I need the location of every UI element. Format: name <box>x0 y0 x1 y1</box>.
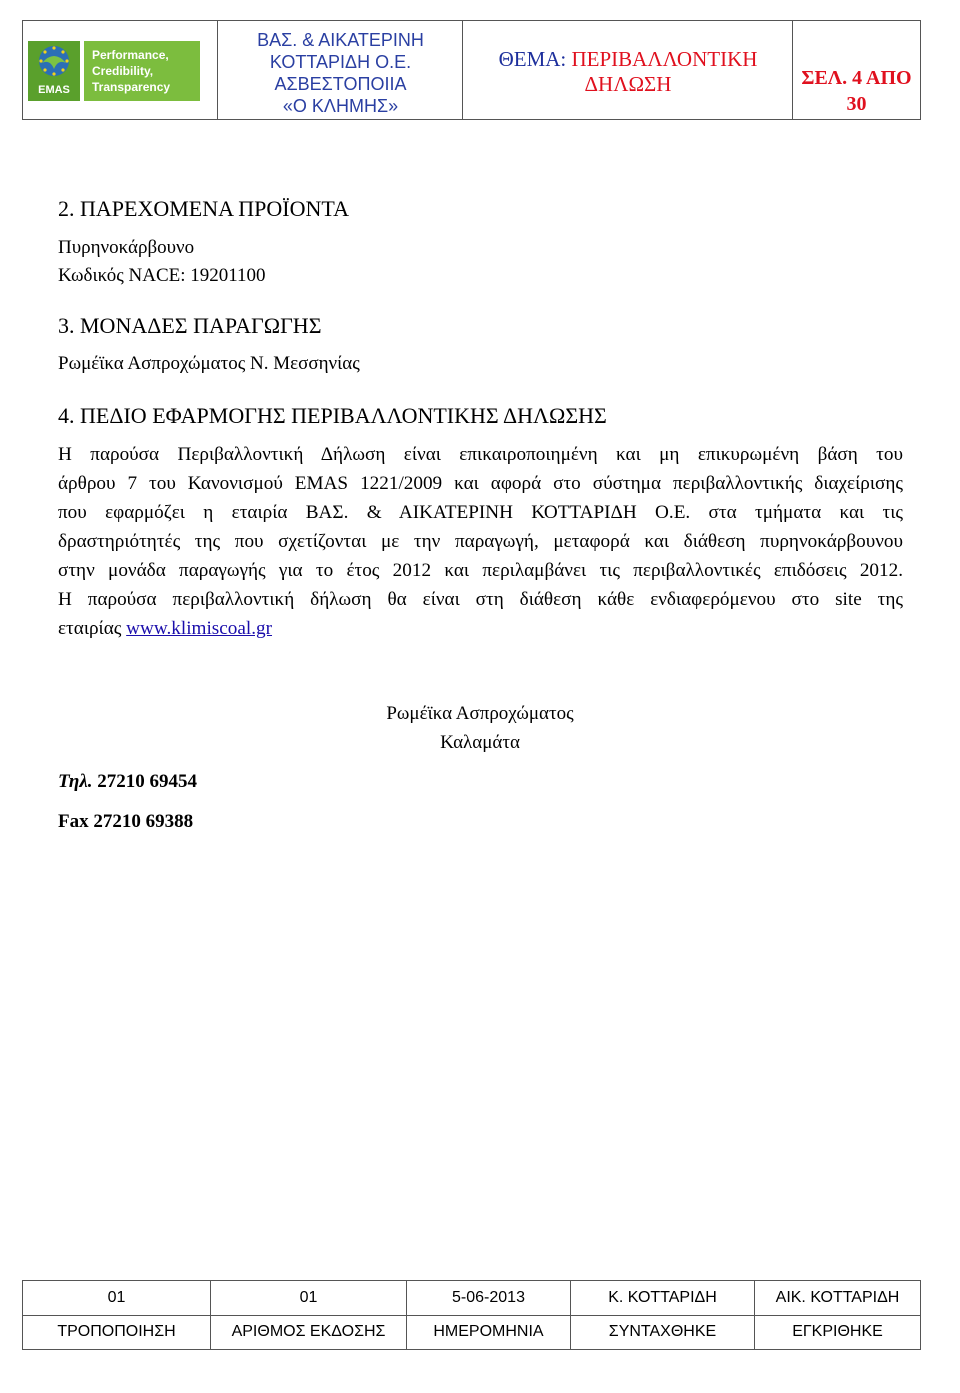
footer-modification-value: 01 <box>23 1281 211 1315</box>
footer-values-row <box>23 1281 920 1316</box>
location-line-1: Ρωμέϊκα Ασπροχώματος <box>386 703 574 724</box>
document-theme <box>463 47 793 97</box>
footer-date-label: ΗΜΕΡΟΜΗΝΙΑ <box>407 1315 571 1349</box>
footer-labels-row <box>23 1315 920 1349</box>
location-line-2: Καλαμάτα <box>440 732 520 753</box>
paragraph-link-prefix: εταιρίας <box>58 618 127 639</box>
page-cell <box>793 21 920 119</box>
telephone-label: Τηλ. <box>58 771 93 792</box>
page-line-1: ΣΕΛ. 4 ΑΠΟ <box>801 67 912 89</box>
footer-author-value: Κ. ΚΟΤΤΑΡΙΔΗ <box>571 1281 755 1315</box>
logo-tagline-3: Transparency <box>92 80 171 94</box>
section-2-nace: Κωδικός NACE: 19201100 <box>58 265 266 286</box>
paragraph-line: που εφαρμόζει η εταιρία ΒΑΣ. & ΑΙΚΑΤΕΡΙΝΗ ΚΟΤΤΑΡΙΔΗ Ο.Ε. στα τμήματα και τις <box>58 502 903 523</box>
footer-approver-value: ΑΙΚ. ΚΟΤΤΑΡΙΔΗ <box>775 1289 900 1306</box>
emas-logo <box>28 39 200 103</box>
section-3-title: 3. ΜΟΝΑΔΕΣ ΠΑΡΑΓΩΓΗΣ <box>58 313 322 338</box>
company-line-1: ΒΑΣ. & ΑΙΚΑΤΕΡΙΝΗ <box>257 30 424 50</box>
footer-date-value: 5-06-2013 <box>407 1281 571 1315</box>
paragraph-last-line <box>58 614 903 643</box>
page-line-2: 30 <box>846 93 867 115</box>
paragraph-line: άρθρου 7 του Κανονισμού EMAS 1221/2009 και αφορά στο σύστημα περιβαλλοντικής διαχείρισης <box>58 473 903 494</box>
footer-author-label: ΣΥΝΤΑΧΘΗΚΕ <box>571 1315 755 1349</box>
page-number <box>793 69 920 117</box>
company-line-4: «Ο ΚΛΗΜΗΣ» <box>282 96 399 116</box>
theme-value-1: ΠΕΡΙΒΑΛΛΟΝΤΙΚΗ <box>571 47 758 71</box>
footer-approver-label: ΕΓΚΡΙΘΗΚΕ <box>792 1323 883 1340</box>
theme-cell <box>463 21 793 119</box>
footer-issue-value: 01 <box>211 1281 407 1315</box>
section-2-title: 2. ΠΑΡΕΧΟΜΕΝΑ ΠΡΟΪΟΝΤΑ <box>58 196 349 221</box>
section-4-paragraph <box>58 440 903 643</box>
logo-cell <box>23 21 218 119</box>
paragraph-line: Η παρούσα περιβαλλοντική δήλωση θα είναι στη διάθεση κάθε ενδιαφερόμενου στο site της <box>58 589 903 610</box>
company-line-3: ΑΣΒΕΣΤΟΠΟΙΙΑ <box>274 74 407 94</box>
theme-label: ΘΕΜΑ: <box>498 47 567 71</box>
paragraph-line: στην μονάδα παραγωγής για το έτος 2012 και περιλαμβάνει τις περιβαλλοντικές επιδόσεις 2012. <box>58 560 903 581</box>
paragraph-line: δραστηριότητές της που σχετίζονται με την παραγωγή, μεταφορά και διάθεση πυρηνοκάρβουνου <box>58 531 903 552</box>
footer-modification-label: ΤΡΟΠΟΠΟΙΗΣΗ <box>23 1315 211 1349</box>
paragraph-line: Η παρούσα Περιβαλλοντική Δήλωση είναι επικαιροποιημένη και μη επικυρωμένη βάση του <box>58 444 903 465</box>
section-4-title: 4. ΠΕΔΙΟ ΕΦΑΡΜΟΓΗΣ ΠΕΡΙΒΑΛΛΟΝΤΙΚΗΣ ΔΗΛΩΣΗΣ <box>58 403 607 428</box>
fax <box>58 811 193 833</box>
logo-tagline-2: Credibility, <box>92 64 154 78</box>
company-cell <box>218 21 463 119</box>
logo-tagline-1: Performance, <box>92 48 169 62</box>
company-name <box>218 29 463 117</box>
fax-label: Fax <box>58 811 89 832</box>
document-footer <box>22 1280 921 1350</box>
logo-badge-text: EMAS <box>38 84 70 96</box>
company-website-link[interactable]: www.klimiscoal.gr <box>126 618 273 639</box>
fax-value: 27210 69388 <box>88 811 194 832</box>
section-3-location: Ρωμέϊκα Ασπροχώματος Ν. Μεσσηνίας <box>58 353 360 374</box>
theme-value-2: ΔΗΛΩΣΗ <box>584 72 672 96</box>
telephone <box>58 771 197 793</box>
footer-issue-label: ΑΡΙΘΜΟΣ ΕΚΔΟΣΗΣ <box>211 1315 407 1349</box>
telephone-value: 27210 69454 <box>92 771 198 792</box>
section-2-product: Πυρηνοκάρβουνο <box>58 237 195 258</box>
document-header <box>22 20 921 120</box>
company-line-2: ΚΟΤΤΑΡΙΔΗ Ο.Ε. <box>269 52 412 72</box>
